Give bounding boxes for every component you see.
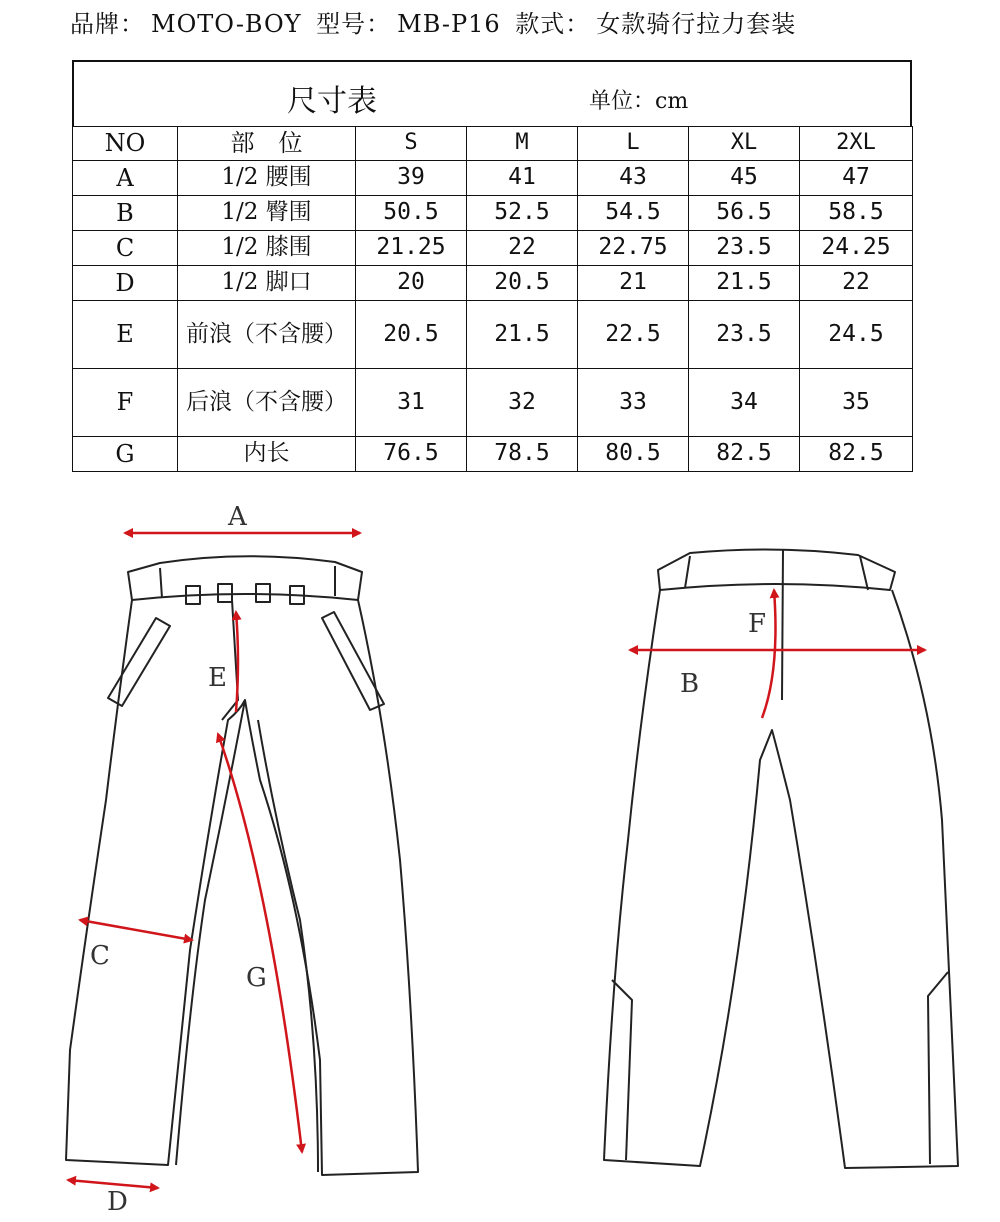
front-pocket-left <box>108 618 170 706</box>
back-waistband <box>658 549 895 590</box>
measurement-arrows <box>68 533 925 1188</box>
table-cell: 21.5 <box>467 301 578 369</box>
back-outline <box>604 590 958 1168</box>
row-code: D <box>73 266 178 301</box>
column-header: L <box>578 127 689 161</box>
table-cell: 39 <box>356 161 467 196</box>
style-value: 女款骑行拉力套装 <box>596 10 797 38</box>
front-pants-drawing <box>66 556 418 1175</box>
table-cell: 58.5 <box>800 196 913 231</box>
table-cell: 47 <box>800 161 913 196</box>
row-part: 后浪（不含腰） <box>178 369 356 437</box>
brand-value: MOTO-BOY <box>151 10 302 38</box>
row-code: F <box>73 369 178 437</box>
table-cell: 54.5 <box>578 196 689 231</box>
table-cell: 23.5 <box>689 231 800 266</box>
back-ankle-panel-right <box>928 972 948 1164</box>
belt-loop <box>218 584 232 602</box>
row-part: 1/2 脚口 <box>178 266 356 301</box>
column-header: S <box>356 127 467 161</box>
row-code: A <box>73 161 178 196</box>
table-cell: 35 <box>800 369 913 437</box>
row-code: B <box>73 196 178 231</box>
table-cell: 22.75 <box>578 231 689 266</box>
label-g: G <box>246 963 267 993</box>
arrow-c <box>80 920 192 940</box>
row-part: 内长 <box>178 437 356 472</box>
size-chart-title: 尺寸表 <box>287 84 377 119</box>
label-a: A <box>228 502 247 532</box>
row-part: 1/2 臀围 <box>178 196 356 231</box>
table-cell: 22.5 <box>578 301 689 369</box>
row-code: G <box>73 437 178 472</box>
table-cell: 20.5 <box>356 301 467 369</box>
column-header: 部 位 <box>178 127 356 161</box>
table-cell: 33 <box>578 369 689 437</box>
table-cell: 50.5 <box>356 196 467 231</box>
front-pocket-right <box>322 612 384 710</box>
table-cell: 31 <box>356 369 467 437</box>
table-cell: 20 <box>356 266 467 301</box>
table-cell: 82.5 <box>689 437 800 472</box>
table-cell: 78.5 <box>467 437 578 472</box>
table-cell: 23.5 <box>689 301 800 369</box>
size-chart-unit: 单位：cm <box>589 89 689 114</box>
label-d: D <box>107 1187 128 1217</box>
label-c: C <box>90 941 110 971</box>
table-cell: 82.5 <box>800 437 913 472</box>
table-cell: 45 <box>689 161 800 196</box>
column-header: 2XL <box>800 127 913 161</box>
table-cell: 32 <box>467 369 578 437</box>
table-cell: 21 <box>578 266 689 301</box>
table-cell: 34 <box>689 369 800 437</box>
back-ankle-panel-left <box>612 980 632 1160</box>
column-header: NO <box>73 127 178 161</box>
table-cell: 43 <box>578 161 689 196</box>
table-cell: 24.5 <box>800 301 913 369</box>
row-code: E <box>73 301 178 369</box>
table-cell: 20.5 <box>467 266 578 301</box>
table-cell: 52.5 <box>467 196 578 231</box>
table-cell: 76.5 <box>356 437 467 472</box>
label-f: F <box>748 609 767 639</box>
row-code: C <box>73 231 178 266</box>
table-cell: 21.5 <box>689 266 800 301</box>
table-cell: 56.5 <box>689 196 800 231</box>
belt-loop <box>256 584 270 602</box>
table-cell: 21.25 <box>356 231 467 266</box>
table-cell: 22 <box>467 231 578 266</box>
table-cell: 24.25 <box>800 231 913 266</box>
front-outline <box>66 600 418 1175</box>
arrow-g <box>218 734 302 1152</box>
column-header: XL <box>689 127 800 161</box>
front-waistband <box>128 556 362 600</box>
row-part: 1/2 腰围 <box>178 161 356 196</box>
row-part: 1/2 膝围 <box>178 231 356 266</box>
brand-label: 品牌： <box>70 10 145 38</box>
table-cell: 41 <box>467 161 578 196</box>
row-part: 前浪（不含腰） <box>178 301 356 369</box>
back-pants-drawing <box>604 549 958 1168</box>
label-e: E <box>208 663 227 693</box>
model-label: 型号： <box>316 10 392 38</box>
table-cell: 22 <box>800 266 913 301</box>
model-value: MB-P16 <box>397 10 501 38</box>
column-header: M <box>467 127 578 161</box>
label-b: B <box>680 669 700 699</box>
table-cell: 80.5 <box>578 437 689 472</box>
style-label: 款式： <box>515 10 591 38</box>
